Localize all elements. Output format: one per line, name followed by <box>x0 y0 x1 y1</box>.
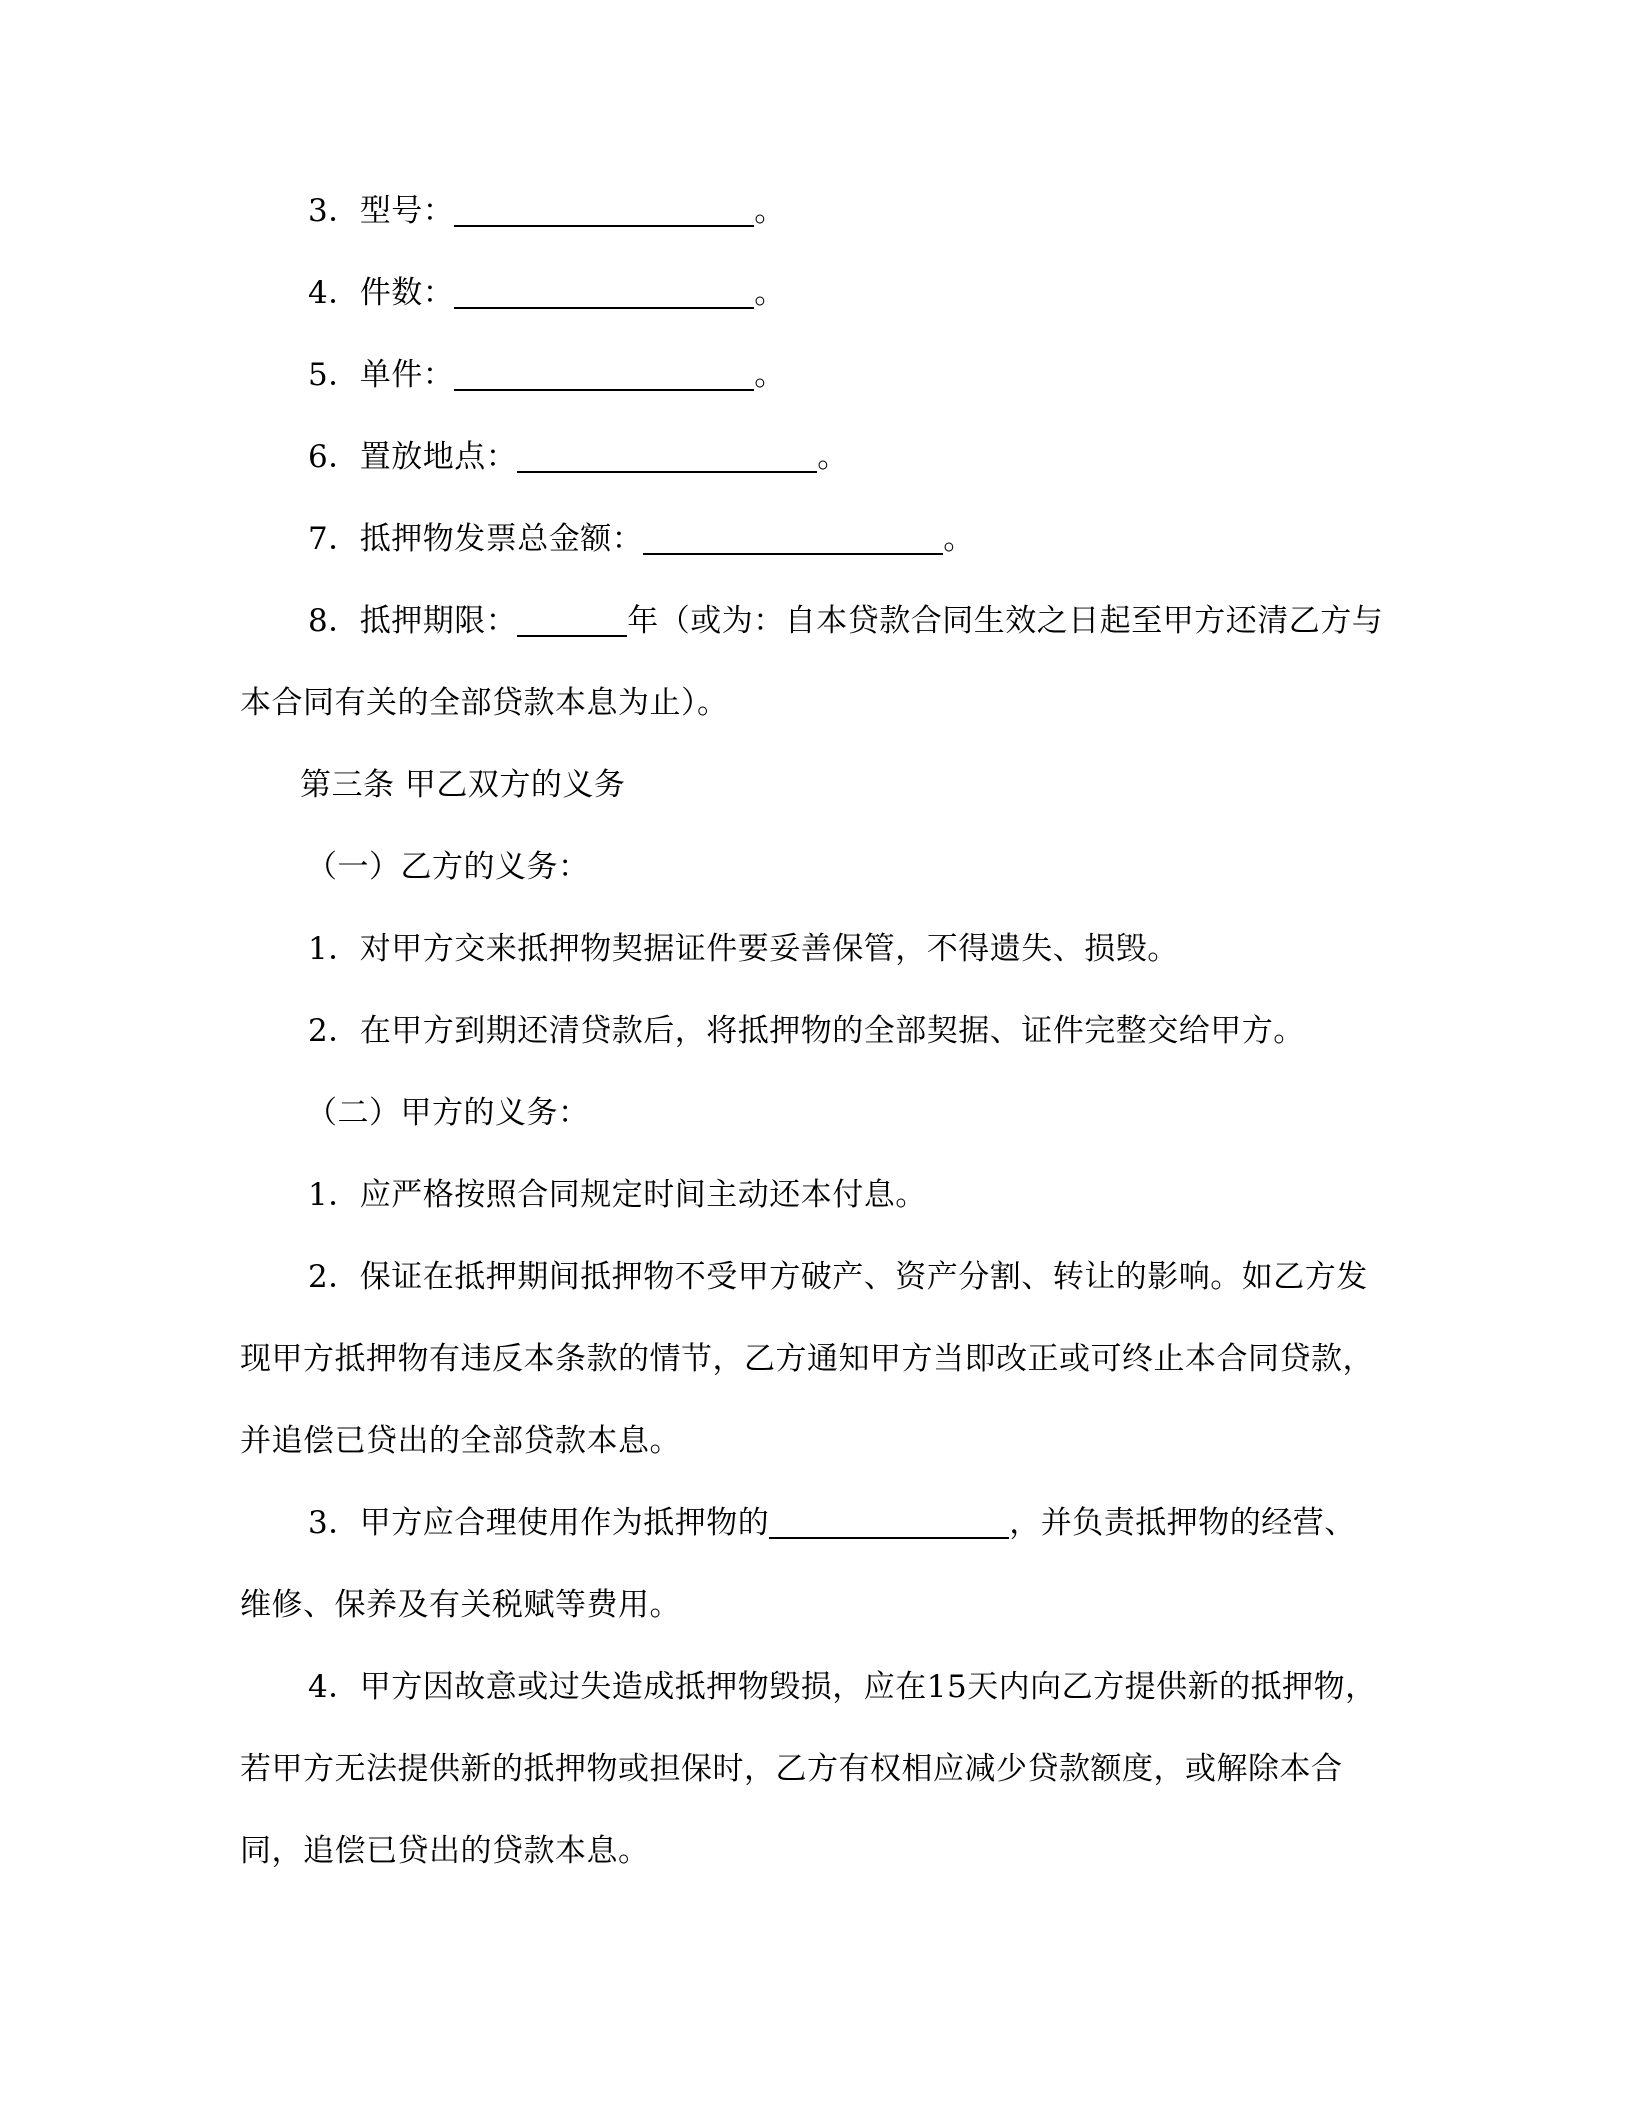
model-end: 。 <box>754 193 786 229</box>
term-rest: 年（或为：自本贷款合同生效之日起至甲方还清乙方与 <box>627 603 1384 639</box>
party-b-item-1: 1．对甲方交来抵押物契据证件要妥善保管，不得遗失、损毁。 <box>308 931 1179 967</box>
term-blank <box>517 605 627 637</box>
model-label: 3．型号： <box>308 193 455 229</box>
party-b-item-2: 2．在甲方到期还清贷款后，将抵押物的全部契据、证件完整交给甲方。 <box>308 1013 1305 1049</box>
count-label: 4．件数： <box>308 275 455 311</box>
article3-heading: 第三条 甲乙双方的义务 <box>300 767 626 803</box>
term-line-2: 本合同有关的全部贷款本息为止）。 <box>240 685 729 721</box>
count-blank <box>454 277 754 309</box>
party-a-item-3-text-after: ，并负责抵押物的经营、维修、保养及有关税赋等费用。 <box>240 1505 1356 1623</box>
count-line <box>240 252 1448 334</box>
location-line <box>240 416 1448 498</box>
invoice-total-blank <box>643 523 943 555</box>
unit-label: 5．单件： <box>308 357 455 393</box>
party-b-heading: （一）乙方的义务： <box>306 849 590 885</box>
party-a-item-2: 2．保证在抵押期间抵押物不受甲方破产、资产分割、转让的影响。如乙方发现甲方抵押物有违反本条款的情节，乙方通知甲方当即改正或可终止本合同贷款，并追偿已贷出的全部贷款本息。 <box>240 1259 1374 1459</box>
party-a-item-3 <box>240 1482 1380 1646</box>
invoice-total-line <box>240 498 1448 580</box>
invoice-total-label: 7．抵押物发票总金额： <box>308 521 644 557</box>
model-blank <box>454 195 754 227</box>
unit-line <box>240 334 1448 416</box>
count-end: 。 <box>754 275 786 311</box>
term-label: 8．抵押期限： <box>308 603 518 639</box>
term-line <box>240 580 1448 662</box>
unit-end: 。 <box>754 357 786 393</box>
party-a-item-3-text-before: 3．甲方应合理使用作为抵押物的 <box>308 1505 770 1541</box>
party-a-item-1: 1．应严格按照合同规定时间主动还本付息。 <box>308 1177 927 1213</box>
location-label: 6．置放地点： <box>308 439 518 475</box>
party-a-item-4: 4．甲方因故意或过失造成抵押物毁损，应在15天内向乙方提供新的抵押物，若甲方无法提供新的抵押物或担保时，乙方有权相应减少贷款额度，或解除本合同，追偿已贷出的贷款本息。 <box>240 1669 1377 1869</box>
unit-blank <box>454 359 754 391</box>
party-a-heading: （二）甲方的义务： <box>306 1095 590 1131</box>
party-a-item-3-blank <box>769 1507 1009 1539</box>
location-end: 。 <box>817 439 849 475</box>
location-blank <box>517 441 817 473</box>
invoice-total-end: 。 <box>943 521 975 557</box>
model-line <box>240 170 1448 252</box>
